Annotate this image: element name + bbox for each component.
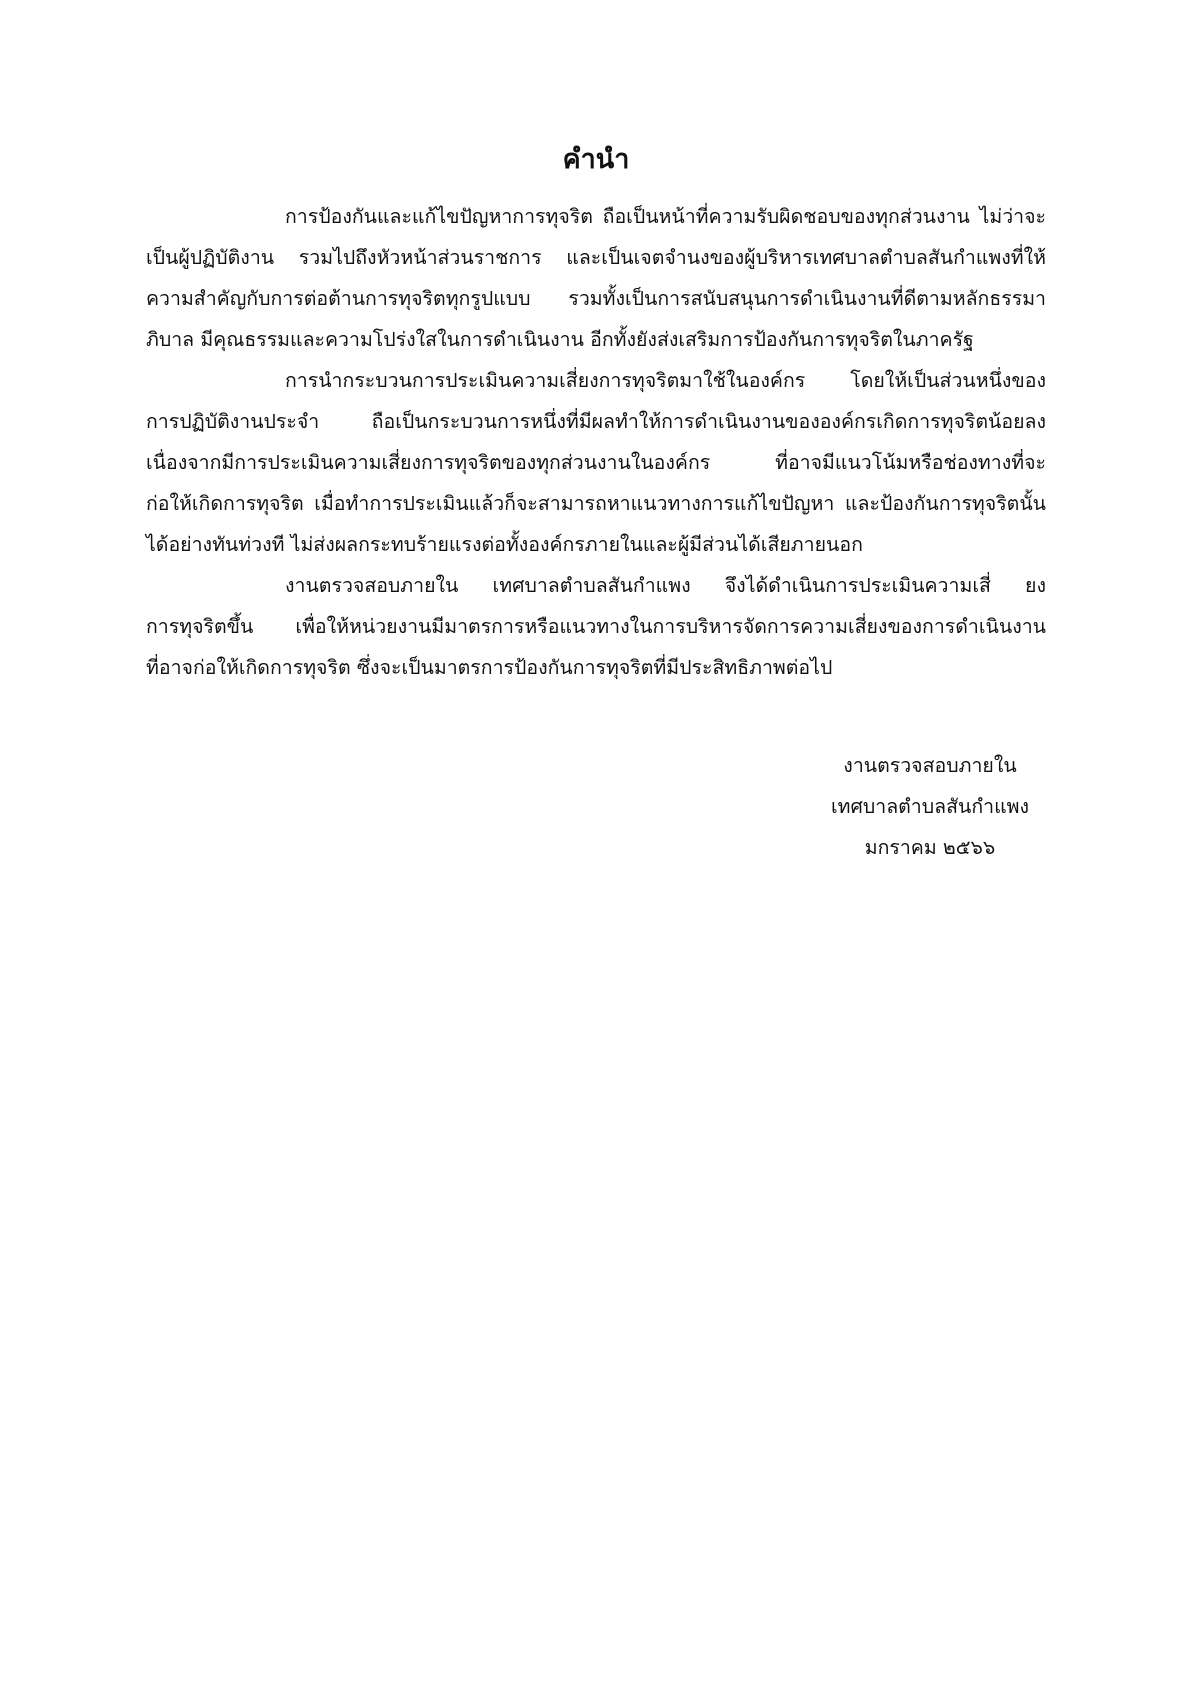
paragraph-3-line-2: การทุจริตขึ้น เพื่อให้หน่วยงานมีมาตรการหรือแนวทางในการบริหารจัดการความเสี่ยงของการดำเนินงาน — [146, 615, 1046, 638]
paragraph-1-line-3: ความสำคัญกับการต่อต้านการทุจริตทุกรูปแบบ รวมทั้งเป็นการสนับสนุนการดำเนินงานที่ดีตามหลักธรรมา — [146, 287, 1046, 310]
signature-organization: เทศบาลตำบลสันกำแพง — [830, 795, 1030, 818]
paragraph-3-line-1: งานตรวจสอบภายใน เทศบาลตำบลสันกำแพง จึงได้ดำเนินการประเมินความเสี่ ยง — [285, 574, 1046, 597]
paragraph-2-line-2: การปฏิบัติงานประจำ ถือเป็นกระบวนการหนึ่งที่มีผลทำให้การดำเนินงานขององค์กรเกิดการทุจริตน้อยลง — [146, 410, 1046, 433]
paragraph-1-line-4: ภิบาล มีคุณธรรมและความโปร่งใสในการดำเนินงาน อีกทั้งยังส่งเสริมการป้องกันการทุจริตในภาครัฐ — [146, 328, 974, 351]
paragraph-2-line-3: เนื่องจากมีการประเมินความเสี่ยงการทุจริตของทุกส่วนงานในองค์กร ที่อาจมีแนวโน้มหรือช่องทางที่จะ — [146, 451, 1046, 474]
signature-unit: งานตรวจสอบภายใน — [843, 754, 1017, 777]
page-title: คำนำ — [562, 144, 630, 175]
paragraph-1-line-1: การป้องกันและแก้ไขปัญหาการทุจริต ถือเป็นหน้าที่ความรับผิดชอบของทุกส่วนงาน ไม่ว่าจะ — [285, 205, 1046, 228]
paragraph-3-line-3: ที่อาจก่อให้เกิดการทุจริต ซึ่งจะเป็นมาตรการป้องกันการทุจริตที่มีประสิทธิภาพต่อไป — [146, 656, 833, 679]
signature-date: มกราคม ๒๕๖๖ — [864, 836, 996, 859]
paragraph-2-line-4: ก่อให้เกิดการทุจริต เมื่อทำการประเมินแล้วก็จะสามารถหาแนวทางการแก้ไขปัญหา และป้องกันการทุจริตนั้น — [146, 492, 1046, 515]
paragraph-1-line-2: เป็นผู้ปฏิบัติงาน รวมไปถึงหัวหน้าส่วนราชการ และเป็นเจตจำนงของผู้บริหารเทศบาลตำบลสันกำแพงที่ให้ — [146, 246, 1046, 269]
paragraph-2-line-5: ได้อย่างทันท่วงที ไม่ส่งผลกระทบร้ายแรงต่อทั้งองค์กรภายในและผู้มีส่วนได้เสียภายนอก — [146, 533, 863, 556]
paragraph-2-line-1: การนำกระบวนการประเมินความเสี่ยงการทุจริตมาใช้ในองค์กร โดยให้เป็นส่วนหนึ่งของ — [285, 369, 1046, 392]
